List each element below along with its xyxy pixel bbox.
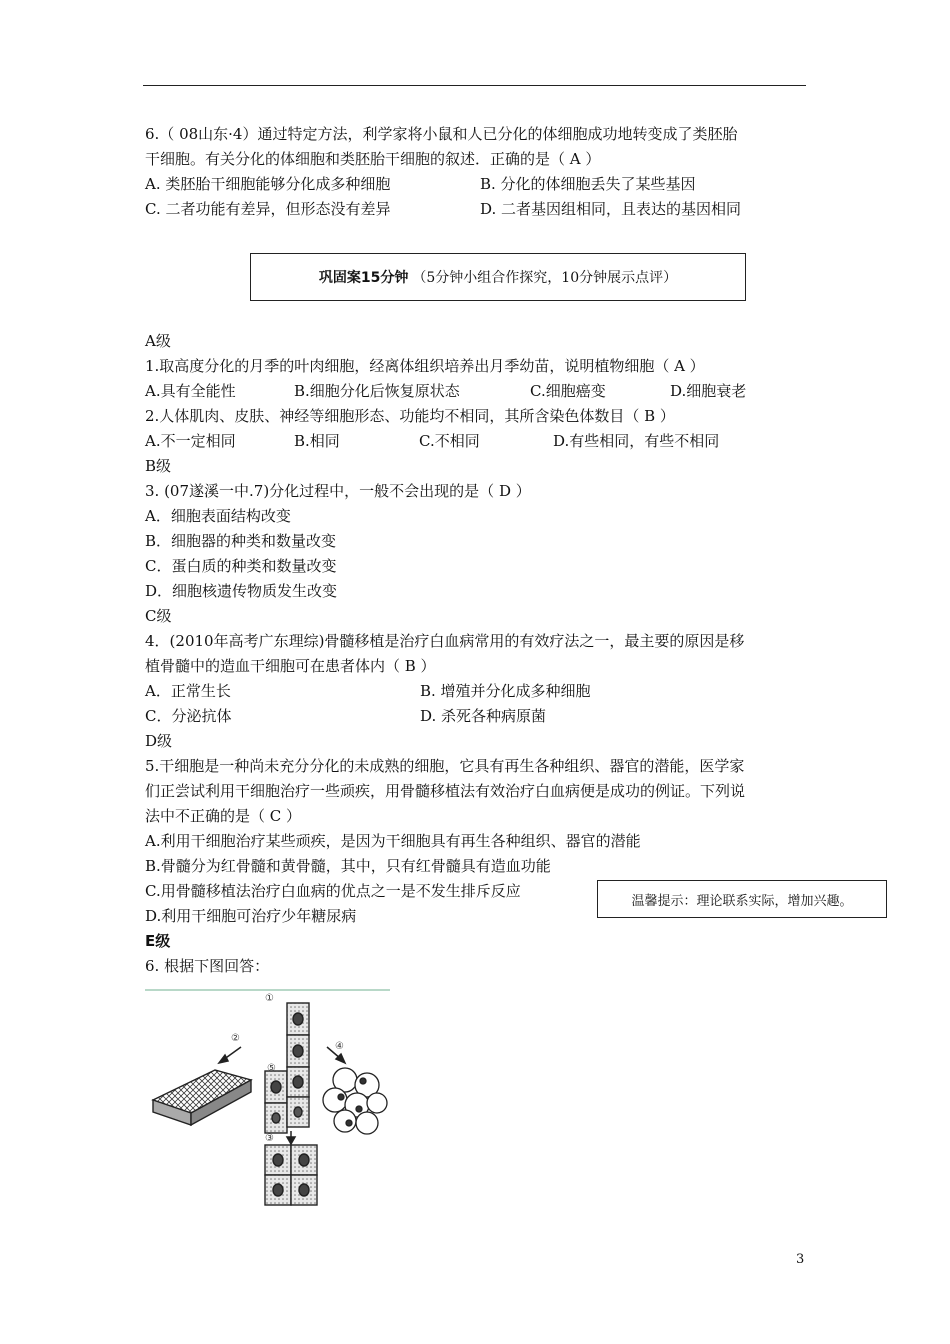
stem-cell-column (287, 1003, 309, 1067)
q6-top-line1: 6.（ 08山东·4）通过特定方法，利学家将小鼠和人已分化的体细胞成功地转变成了类胚胎 (145, 125, 738, 143)
q3-stem: 3. (07遂溪一中.7)分化过程中，一般不会出现的是（ D ） (145, 482, 531, 500)
tip-text: 温馨提示：理论联系实际，增加兴趣。 (631, 893, 853, 909)
page-number: 3 (796, 1252, 805, 1267)
dividing-cells (265, 1067, 309, 1133)
q4-option-b: B. 增殖并分化成多种细胞 (420, 682, 591, 700)
cell-differentiation-figure (145, 985, 395, 1210)
q6-top-option-a: A. 类胚胎干细胞能够分化成多种细胞 (145, 175, 391, 193)
section-title: 巩固案15分钟 (318, 270, 409, 286)
q3-option-c: C．蛋白质的种类和数量改变 (145, 557, 337, 575)
q4-option-a: A．正常生长 (145, 682, 231, 700)
q3-option-b: B．细胞器的种类和数量改变 (145, 532, 337, 550)
section-subtitle: （5分钟小组合作探究，10分钟展示点评） (412, 270, 678, 286)
q2-option-a: A.不一定相同 (145, 432, 236, 450)
q3-option-d: D．细胞核遗传物质发生改变 (145, 582, 338, 600)
q5-option-d: D.利用干细胞可治疗少年糖尿病 (145, 907, 357, 925)
q4-option-c: C．分泌抗体 (145, 707, 232, 725)
level-c-heading: C级 (145, 607, 172, 625)
q4-option-d: D. 杀死各种病原菌 (420, 707, 547, 725)
q2-option-c: C.不相同 (419, 432, 480, 450)
q1-option-b: B.细胞分化后恢复原状态 (294, 382, 460, 400)
figure-label-4: ④ (335, 1041, 344, 1052)
q1-option-c: C.细胞癌变 (530, 382, 606, 400)
figure-label-3: ③ (265, 1133, 274, 1144)
q6-top-option-d: D. 二者基因组相同，且表达的基因相同 (480, 200, 742, 218)
q1-option-d: D.细胞衰老 (670, 382, 747, 400)
q5-line2: 们正尝试利用干细胞治疗一些顽疾，用骨髓移植法有效治疗白血病便是成功的例证。下列说 (145, 782, 746, 800)
q1-stem: 1.取高度分化的月季的叶肉细胞，经离体组织培养出月季幼苗，说明植物细胞（ A ） (145, 357, 705, 375)
q4-line2: 植骨髓中的造血干细胞可在患者体内（ B ） (145, 657, 436, 675)
q6-top-option-b: B. 分化的体细胞丢失了某些基因 (480, 175, 696, 193)
q2-option-d: D.有些相同，有些不相同 (553, 432, 720, 450)
q2-option-b: B.相同 (294, 432, 340, 450)
tip-box (597, 880, 887, 918)
level-e-heading: E级 (145, 932, 171, 950)
figure-label-2: ② (231, 1033, 240, 1044)
q5-option-b: B.骨髓分为红骨髓和黄骨髓，其中，只有红骨髓具有造血功能 (145, 857, 551, 875)
level-d-heading: D级 (145, 732, 173, 750)
q5-line3: 法中不正确的是（ C ） (145, 807, 302, 825)
q5-option-c: C.用骨髓移植法治疗白血病的优点之一是不发生排斥反应 (145, 882, 521, 900)
header-rule (143, 85, 806, 86)
figure-label-5: ⑤ (267, 1063, 276, 1074)
section-title-box (250, 253, 746, 301)
round-cell-cluster (323, 1068, 387, 1134)
q5-option-a: A.利用干细胞治疗某些顽疾，是因为干细胞具有再生各种组织、器官的潜能 (145, 832, 641, 850)
level-a-heading: A级 (145, 332, 171, 350)
q2-stem: 2.人体肌肉、皮肤、神经等细胞形态、功能均不相同，其所含染色体数目（ B ） (145, 407, 675, 425)
q4-line1: 4．(2010年高考广东理综)骨髓移植是治疗白血病常用的有效疗法之一，最主要的原因是移 (145, 632, 745, 650)
q1-option-a: A.具有全能性 (145, 382, 236, 400)
level-b-heading: B级 (145, 457, 172, 475)
bottom-cell-block (265, 1145, 317, 1205)
figure-label-1: ① (265, 993, 274, 1004)
q6-top-line2: 干细胞。有关分化的体细胞和类胚胎干细胞的叙述．正确的是（ A ） (145, 150, 601, 168)
epithelial-tissue (153, 1070, 251, 1125)
q3-option-a: A．细胞表面结构改变 (145, 507, 291, 525)
q6-stem: 6. 根据下图回答： (145, 957, 270, 975)
q5-line1: 5.干细胞是一种尚未充分分化的未成熟的细胞，它具有再生各种组织、器官的潜能，医学家 (145, 757, 745, 775)
q6-top-option-c: C. 二者功能有差异，但形态没有差异 (145, 200, 391, 218)
